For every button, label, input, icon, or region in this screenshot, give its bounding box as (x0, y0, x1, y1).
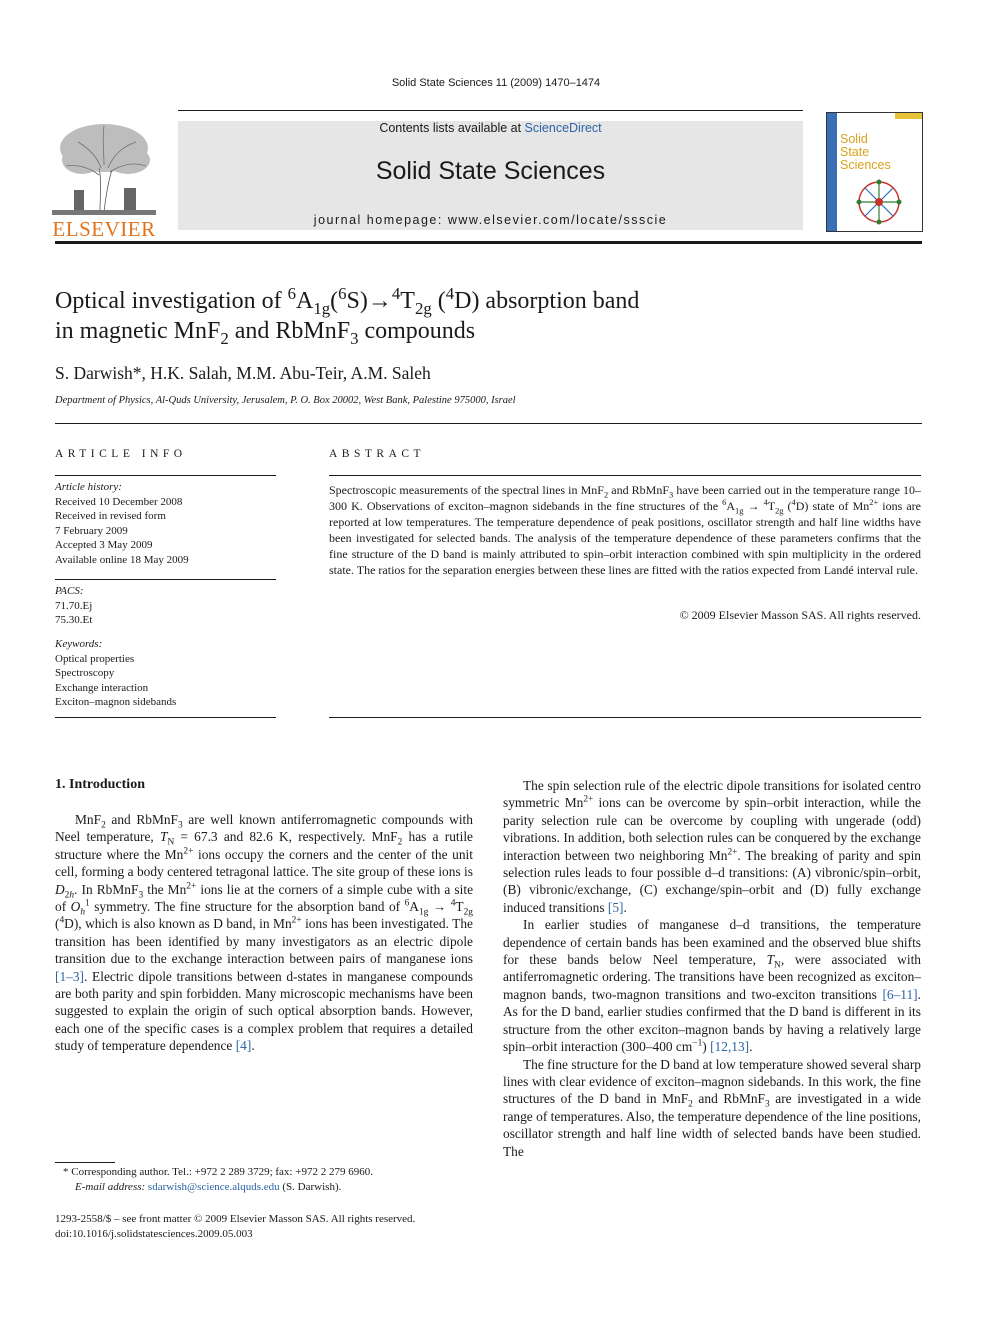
cover-title-line: State (840, 145, 870, 159)
footnote (55, 1165, 495, 1195)
journal-cover (826, 112, 923, 232)
abstract-bottom-rule (329, 717, 921, 718)
authors: S. Darwish*, H.K. Salah, M.M. Abu-Teir, A.M. Saleh (55, 363, 431, 383)
history-item: Received 10 December 2008 (55, 495, 183, 508)
pacs-item: 71.70.Ej (55, 599, 93, 612)
info-rule (55, 475, 276, 476)
contents-line: Contents lists available at ScienceDirect (379, 121, 602, 135)
front-matter-line: 1293-2558/$ – see front matter © 2009 Elsevier Masson SAS. All rights reserved. (55, 1213, 416, 1225)
citation-link[interactable]: [6–11] (882, 986, 918, 1002)
journal-reference: Solid State Sciences 11 (2009) 1470–1474 (391, 77, 601, 89)
history-item: Accepted 3 May 2009 (55, 539, 153, 552)
header-top-rule (178, 110, 803, 111)
elsevier-tree-icon (52, 120, 156, 215)
sciencedirect-link[interactable]: ScienceDirect (524, 121, 602, 135)
info-rule (55, 579, 276, 580)
history-item: 7 February 2009 (55, 524, 128, 537)
citation-link[interactable]: [5] (607, 899, 624, 915)
article-info (55, 480, 276, 568)
intro-right-column (503, 777, 921, 1160)
article-info-heading: ARTICLE INFO (55, 448, 187, 460)
citation-link[interactable]: [4] (235, 1038, 252, 1054)
keyword-item: Exciton–magnon sidebands (55, 696, 177, 709)
abstract-heading: ABSTRACT (329, 448, 426, 460)
cover-title-line: Solid (840, 132, 868, 146)
abstract-copyright: © 2009 Elsevier Masson SAS. All rights reserved. (679, 608, 921, 622)
journal-banner (178, 121, 803, 230)
pacs-item: 75.30.Et (55, 614, 93, 627)
paragraph: The fine structure for the D band at low temperature showed several sharp lines with clear evidence of exciton–magnon sidebands. In this work, the fine structures of the D band in MnF$_2$ and RbMnF$_3$ are investigated in a wide range of temperatures. Also, the temperature dependence of the line positions, oscillator strength and half line width of selected bands have been studied. The (503, 1056, 921, 1159)
keyword-item: Optical properties (55, 652, 135, 665)
keywords (55, 637, 276, 710)
email-suffix: (S. Darwish). (279, 1181, 342, 1193)
affiliation: Department of Physics, Al-Quds University, Jerusalem, P. O. Box 20002, West Bank, Palestine 975000, Israel (55, 395, 516, 406)
doi[interactable]: doi:10.1016/j.solidstatesciences.2009.05.003 (55, 1227, 253, 1240)
keyword-item: Exchange interaction (55, 681, 149, 694)
paragraph: In earlier studies of manganese d–d transitions, the temperature dependence of certain bands has been examined and the observed blue shifts for these bands below Neel temperature, $T_N$, were associated with antiferromagnetic ordering. The transitions have been recognized as exciton–magnon bands, two-magnon transitions and two-exciton transitions [6–11]. As for the D band, earlier studies confirmed that the D band is different in its structure from the other exciton–magnon bands by having a relatively large spin–orbit interaction (300–400 $cm^{-1}$) [12,13]. (503, 917, 921, 1055)
citation-link[interactable]: [12,13] (710, 1039, 750, 1055)
journal-name: Solid State Sciences (375, 157, 606, 185)
history-item: Available online 18 May 2009 (55, 553, 189, 566)
email-label: E-mail address: (75, 1181, 148, 1193)
abstract-text: Spectroscopic measurements of the spectral lines in MnF$_2$ and RbMnF$_3$ have been carried out in the temperature range 10–300 K. Observations of exciton–magnon sidebands in the fine structures of the $^6A_{1g} \to ^4T_{2g}$ ($^4$D) state of $Mn^{2+}$ ions are reported at low temperatures. The temperature dependence of peak positions, oscillator strength and half line widths have been investigated for selected bands. The analysis of the temperature dependence of these parameters confirms that the fine structure of the D band is mainly attributed to spin–orbit interaction combined with spin multiplicity in the ordered state. The ratios for the separation energies between these lines are fitted with the ratios expected from Landé interval rule. (329, 483, 922, 577)
title-bottom-rule (55, 423, 922, 424)
cover-crystal-icon (851, 177, 907, 227)
footnote-rule (55, 1162, 115, 1163)
keyword-item: Spectroscopy (55, 667, 115, 680)
section-heading-introduction: 1. Introduction (55, 777, 145, 792)
pacs-label: PACS: (55, 585, 84, 597)
intro-left-column (55, 811, 473, 1055)
citation-link[interactable]: [1–3] (55, 968, 85, 984)
header-thick-rule (55, 241, 922, 244)
elsevier-logo (52, 120, 156, 241)
front-matter (55, 1212, 495, 1241)
keywords-label: Keywords: (55, 638, 103, 650)
cover-title-line: Sciences (840, 158, 891, 172)
history-item: Received in revised form (55, 510, 166, 523)
abstract-rule (329, 475, 921, 476)
publisher-name: ELSEVIER (52, 217, 156, 241)
info-rule (55, 717, 276, 718)
journal-homepage[interactable]: journal homepage: www.elsevier.com/locate/ssscie (313, 213, 668, 227)
pacs (55, 584, 276, 628)
paragraph: The spin selection rule of the electric dipole transitions for isolated centro symmetric $Mn^{2+}$ ions can be overcome by spin–orbit interaction, while the parity selection rule can be overcome by coupling with ungerade (odd) vibrations. In addition, both selection rules can be conquered by the exchange interaction between two neighboring $Mn^{2+}$. The breaking of parity and spin selection rules leads to four possible d–d transitions: (A) vibronic/spin–orbit, (B) vibronic/exchange, (C) exchange/spin–orbit and (D) fully exchange induced transitions [5]. (503, 778, 921, 915)
history-label: Article history: (55, 481, 122, 493)
email-link[interactable]: sdarwish@science.alquds.edu (147, 1181, 280, 1193)
corresponding-author-note: * Corresponding author. Tel.: +972 2 289 3729; fax: +972 2 279 6960. (63, 1166, 373, 1178)
article-title: Optical investigation of $^6A_{1g}(^6S)\to^4T_{2g}$ ($^4$D) absorption band in magnetic MnF$_2$ and RbMnF$_3$ compounds (55, 284, 640, 348)
paragraph: MnF$_2$ and RbMnF$_3$ are well known antiferromagnetic compounds with Neel temperature, $T_N = 67.3$ and 82.6 K, respectively. MnF$_2$ has a rutile structure where the $Mn^{2+}$ ions occupy the corners and the center of the unit cell, forming a body centered tetragonal lattice. The site group of these ions is $D_{2h}$. In RbMnF$_3$ the $Mn^{2+}$ ions lie at the corners of a simple cube with a site of $O_h^1$ symmetry. The fine structure for the absorption band of $^6A_{1g} \to ^4T_{2g}$ ($^4$D), which is also known as D band, in $Mn^{2+}$ ions has been investigated. The transition has been identified by many investigators as an electric dipole transition due to the exchange interaction between pairs of manganese ions [1–3]. Electric dipole transitions between d-states in manganese compounds are both parity and spin forbidden. Many microscopic mechanisms have been suggested to explain the origin of such optical absorption bands. However, each one of the specific cases is a complex problem that requires a detailed study of temperature dependence [4]. (55, 812, 474, 1054)
